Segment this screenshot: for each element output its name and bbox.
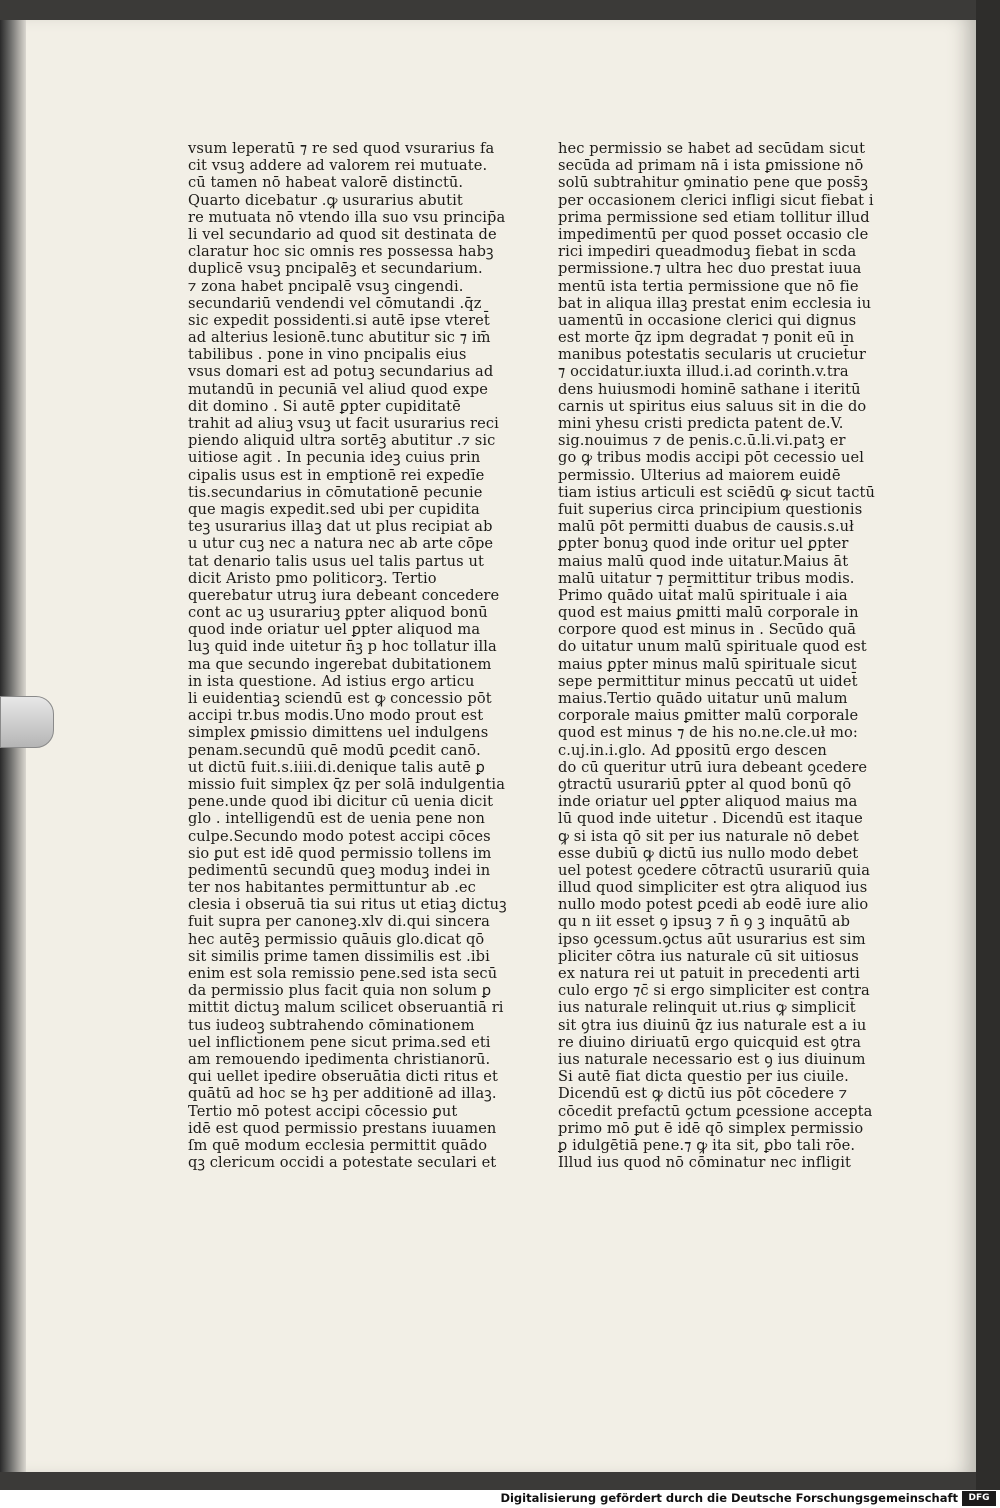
text-line: Primo quādo uitat̄ malū spirituale i aia — [558, 586, 848, 604]
text-line: mini yhesu cristi predicta patent de.V. — [558, 415, 844, 432]
text-line: re mutuata nō vtendo illa suo vsu princip̄a — [188, 208, 506, 226]
left-text-column — [188, 140, 507, 1172]
text-line: sic expedit possidenti.si autē ipse vteret̄ — [188, 311, 490, 329]
text-line: querebatur utruꝫ iura debeant concedere — [188, 586, 500, 604]
text-line: permissione.⁊ ultra hec duo prestat iuua — [558, 260, 862, 278]
text-line: pedimentū secundū queꝫ moduꝫ indei in — [188, 861, 491, 879]
text-line: glo . intelligendū est de uenia pene non — [188, 810, 485, 828]
text-line: mittit dictuꝫ malum scilicet obseruantiā ri — [188, 999, 504, 1017]
text-line: est morte q̄z ipm degradat ⁊ ponit eū in — [558, 329, 855, 347]
text-line: penam.secundū quē modū ꝑcedit canō. — [188, 741, 481, 759]
text-line: fuit supra per canoneꝫ.xlv di.qui sincera — [188, 913, 490, 931]
text-line: maius.Tertio quādo uitatur unū malum — [558, 690, 848, 707]
text-line: uel potest ꝯcedere cōtractū usurariū quia — [558, 861, 871, 879]
text-line: culo ergo ⁊c̄ si ergo simpliciter est contra — [558, 982, 870, 1000]
text-line: corporale maius ꝑmitter malū corporale — [558, 707, 859, 725]
text-line: luꝫ quid inde uitetur n̄ꝫ p hoc tollatur illa — [188, 638, 497, 656]
text-line: duplicē vsuꝫ pncipalēꝫ et secundarium. — [188, 260, 483, 278]
text-line: qꝫ clericum occidi a potestate seculari et — [188, 1154, 497, 1172]
text-line: simplex ꝑmissio dimittens uel indulgens — [188, 724, 489, 742]
text-line: c.uj.in.i.glo. Ad ꝑpositū ergo descen — [558, 741, 827, 759]
text-line: li vel secundario ad quod sit destinata de — [188, 225, 497, 243]
text-line: mutandū in pecuniā vel aliud quod expe — [188, 380, 489, 398]
text-line: solū subtrahitur ꝯminatio pene que poss̄ꝫ — [558, 174, 869, 192]
text-line: fuit superius circa principium questionis — [558, 500, 863, 518]
page-clip — [0, 696, 54, 748]
text-line: sepe permittitur minus peccatū ut uidet̄ — [558, 672, 858, 690]
text-line: tiam istius articuli est sciēdū ꝙ sicut tactū — [558, 483, 875, 501]
text-line: ⁊ zona habet pncipalē vsuꝫ cingendi. — [188, 277, 464, 295]
text-line: qu n iit esset ꝯ ipsuꝫ ⁊ n̄ ꝯ ꝫ inquātū ab — [558, 913, 851, 931]
text-line: uel inflictionem pene sicut prima.sed eti — [188, 1033, 491, 1051]
text-line: cipalis usus est in emptionē rei expedīe — [188, 466, 485, 484]
text-line: Tertio mō potest accipi cōcessio ꝑut — [188, 1102, 458, 1120]
text-line: ad alterius lesionē.tunc abutitur sic ⁊ im̄ — [188, 329, 491, 347]
text-line: enim est sola remissio pene.sed ista secū — [188, 965, 498, 982]
text-line: Dicendū est ꝙ dictū ius pōt cōcedere ⁊ — [558, 1085, 848, 1103]
text-line: ius naturale relinquit ut.rius ꝙ simplicit̄ — [558, 999, 856, 1017]
text-line: claratur hoc sic omnis res possessa habꝫ — [188, 243, 494, 261]
text-line: missio fuit simplex q̄z per solā indulgentia — [188, 775, 505, 793]
text-line: tus iudeoꝫ subtrahendo cōminationem — [188, 1016, 475, 1034]
text-line: go ꝙ tribus modis accipi pōt cecessio uel — [558, 449, 864, 467]
text-line: tabilibus . pone in vino pncipalis eius — [188, 346, 467, 364]
text-line: cōcedit prefactū ꝯctum ꝑcessione accepta — [558, 1102, 873, 1120]
text-line: sit ꝯtra ius diuinū q̄z ius naturale est a iu — [558, 1016, 867, 1034]
text-line: quātū ad hoc se hꝫ per additionē ad illaꝫ. — [188, 1085, 497, 1103]
text-line: dens huiusmodi hominē sathane i iteritū — [558, 380, 861, 398]
text-line: uamentū in occasione clerici qui dignus — [558, 311, 857, 329]
text-line: manibus potestatis secularis ut cruciet̄ur — [558, 346, 866, 364]
text-line: tis.secundarius in cōmutationē pecunie — [188, 483, 483, 501]
text-line: sig.nouimus ⁊ de penis.c.ū.li.vi.patꝫ er — [558, 432, 846, 450]
text-line: esse dubiū ꝙ dictū ius nullo modo debet — [558, 844, 859, 862]
text-line: dicit Aristo pmo politicorꝫ. Tertio — [188, 569, 437, 587]
text-line: u utur cuꝫ nec a natura nec ab arte cōpe — [188, 535, 494, 553]
text-line: ut dictū fuit.s.iiii.di.denique talis autē ꝑ — [188, 758, 486, 776]
text-line: ꝯtractū usurariū ꝑpter al quod bonū qō — [558, 775, 852, 793]
text-line: maius malū quod inde uitatur.Maius āt — [558, 552, 849, 570]
text-line: uitiose agit . In pecunia ideꝫ cuius prin — [188, 449, 481, 467]
text-line: ipso ꝯcessum.ꝯctus aūt usurarius est sim — [558, 930, 866, 948]
text-line: dit domino . Si autē ꝑpter cupiditatē — [188, 397, 461, 415]
text-line: in ista questione. Ad istius ergo articu — [188, 672, 475, 690]
text-line: ex natura rei ut patuit in precedenti arti — [558, 965, 860, 982]
scan-background — [976, 0, 1000, 1490]
text-line: hec autēꝫ permissio quāuis glo.dicat qō — [188, 930, 485, 948]
text-line: da permissio plus facit quia non solum ꝑ — [188, 982, 492, 1000]
text-line: re diuino diriuatū ergo quicquid est ꝯtra — [558, 1033, 861, 1051]
footer-bar — [0, 1490, 1000, 1508]
text-line: Quarto dicebatur .ꝙ usurarius abutit — [188, 191, 463, 209]
text-line: prima permissione sed etiam tollitur illud — [558, 208, 870, 226]
text-line: do uitatur unum malū spirituale quod est — [558, 638, 867, 656]
text-line: malū uitatur ⁊ permittitur tribus modis. — [558, 569, 855, 587]
text-line: rici impediri queadmoduꝫ fiebat in scda — [558, 243, 857, 261]
text-line: trahit ad aliuꝫ vsuꝫ ut facit usurarius reci — [188, 415, 499, 432]
text-line: sio ꝑut est idē quod permissio tollens im — [188, 844, 492, 862]
text-line: am remouendo ipedimenta christianorū. — [188, 1050, 491, 1068]
text-line: cit vsuꝫ addere ad valorem rei mutuate. — [188, 157, 488, 175]
text-line: secundariū vendendi vel cōmutandi .q̄z — [188, 294, 482, 312]
text-line: teꝫ usurarius illaꝫ dat ut plus recipiat ab — [188, 518, 493, 536]
text-line: piendo aliquid ultra sortēꝫ abutitur .⁊ sic — [188, 432, 496, 450]
text-line: que magis expedit.sed ubi per cupidita — [188, 500, 480, 518]
text-line: bat in aliqua illaꝫ prestat enim ecclesia iu — [558, 294, 872, 312]
text-line: sit similis prime tamen dissimilis est .ibi — [188, 947, 490, 965]
footer-credit: Digitalisierung gefördert durch die Deutsche Forschungsgemeinschaft — [500, 1491, 958, 1505]
text-line: carnis ut spiritus eius saluus sit in die do — [558, 397, 867, 415]
text-line: vsus domari est ad potuꝫ secundarius ad — [188, 363, 494, 381]
text-line: ꝑpter bonuꝫ quod inde oritur uel ꝑpter — [558, 535, 849, 553]
text-line: clesia i obseruā tia sui ritus ut etiaꝫ dictuꝫ — [188, 896, 507, 914]
text-line: quod inde oriatur uel ꝑpter aliquod ma — [188, 621, 481, 639]
text-line: idē est quod permissio prestans iuuamen — [188, 1119, 497, 1137]
text-line: cont ac uꝫ usurariuꝫ ꝑpter aliquod bonū — [188, 604, 488, 622]
text-line: Illud ius quod nō cōminatur nec infligit — [558, 1154, 851, 1172]
text-line: permissio. Ulterius ad maiorem euidē — [558, 466, 841, 484]
text-line: ⁊ occidatur.iuxta illud.i.ad corinth.v.tra — [558, 363, 849, 381]
text-line: Si autē fiat dicta questio per ius ciuile. — [558, 1068, 849, 1086]
text-line: pliciter cōtra ius naturale cū sit uitiosus — [558, 947, 859, 965]
text-line: corpore quod est minus in . Secūdo quā — [558, 621, 857, 639]
text-line: hec permissio se habet ad secūdam sicut — [558, 140, 866, 157]
text-line: ter nos habitantes permittuntur ab .ec — [188, 879, 476, 897]
text-line: accipi tr.bus modis.Uno modo prout est — [188, 707, 484, 725]
text-line: nullo modo potest ꝑcedi ab eodē iure alio — [558, 896, 869, 914]
text-line: do cū queritur utrū iura debeant ꝯcedere — [558, 758, 868, 776]
text-line: ma que secundo ingerebat dubitationem — [188, 655, 492, 673]
text-line: maius ꝑpter minus malū spirituale sicut — [558, 655, 857, 673]
text-line: qui uellet ipedire obseruātia dicti ritus et — [188, 1068, 498, 1086]
text-line: illud quod simpliciter est ꝯtra aliquod ius — [558, 879, 868, 897]
text-line: vsum leperatū ⁊ re sed quod vsurarius fa — [188, 140, 495, 157]
text-line: ſm quē modum ecclesia permittit quādo — [188, 1136, 488, 1154]
text-line: li euidentiaꝫ sciendū est ꝙ concessio pōt — [188, 690, 492, 707]
text-line: tat denario talis usus uel talis partus ut — [188, 552, 484, 570]
text-line: mentū ista tertia permissione que nō fie — [558, 277, 859, 295]
text-line: malū pōt permitti duabus de causis.s.uł — [558, 518, 855, 536]
text-line: secūda ad primam nā i ista ꝑmissione nō — [558, 157, 864, 175]
text-line: lū quod inde uitetur . Dicendū est itaque — [558, 810, 863, 828]
text-line: primo mō ꝑut ē idē qō simplex permissio — [558, 1119, 864, 1137]
text-line: impedimentū per quod posset occasio cle — [558, 225, 869, 243]
text-line: pene.unde quod ibi dicitur cū uenia dicit — [188, 793, 494, 811]
text-line: quod est maius ꝑmitti malū corporale in — [558, 604, 859, 622]
text-line: quod est minus ⁊ de his no.ne.cle.uł mo: — [558, 724, 858, 742]
text-line: ꝑ idulgētiā pene.⁊ ꝙ ita sit, ꝑbo tali rōe. — [558, 1136, 856, 1154]
right-text-column — [558, 140, 875, 1172]
text-line: cū tamen nō habeat valorē distinctū. — [188, 174, 464, 192]
text-line: per occasionem clerici infligi sicut fiebat i — [558, 191, 874, 209]
text-line: inde oriatur uel ꝑpter aliquod maius ma — [558, 793, 858, 811]
dfg-logo: DFG — [962, 1491, 996, 1506]
text-line: culpe.Secundo modo potest accipi cōces — [188, 827, 491, 845]
text-line: ius naturale necessario est ꝯ ius diuinum — [558, 1050, 866, 1068]
text-line: ꝙ si ista qō sit per ius naturale nō debet — [558, 827, 859, 845]
